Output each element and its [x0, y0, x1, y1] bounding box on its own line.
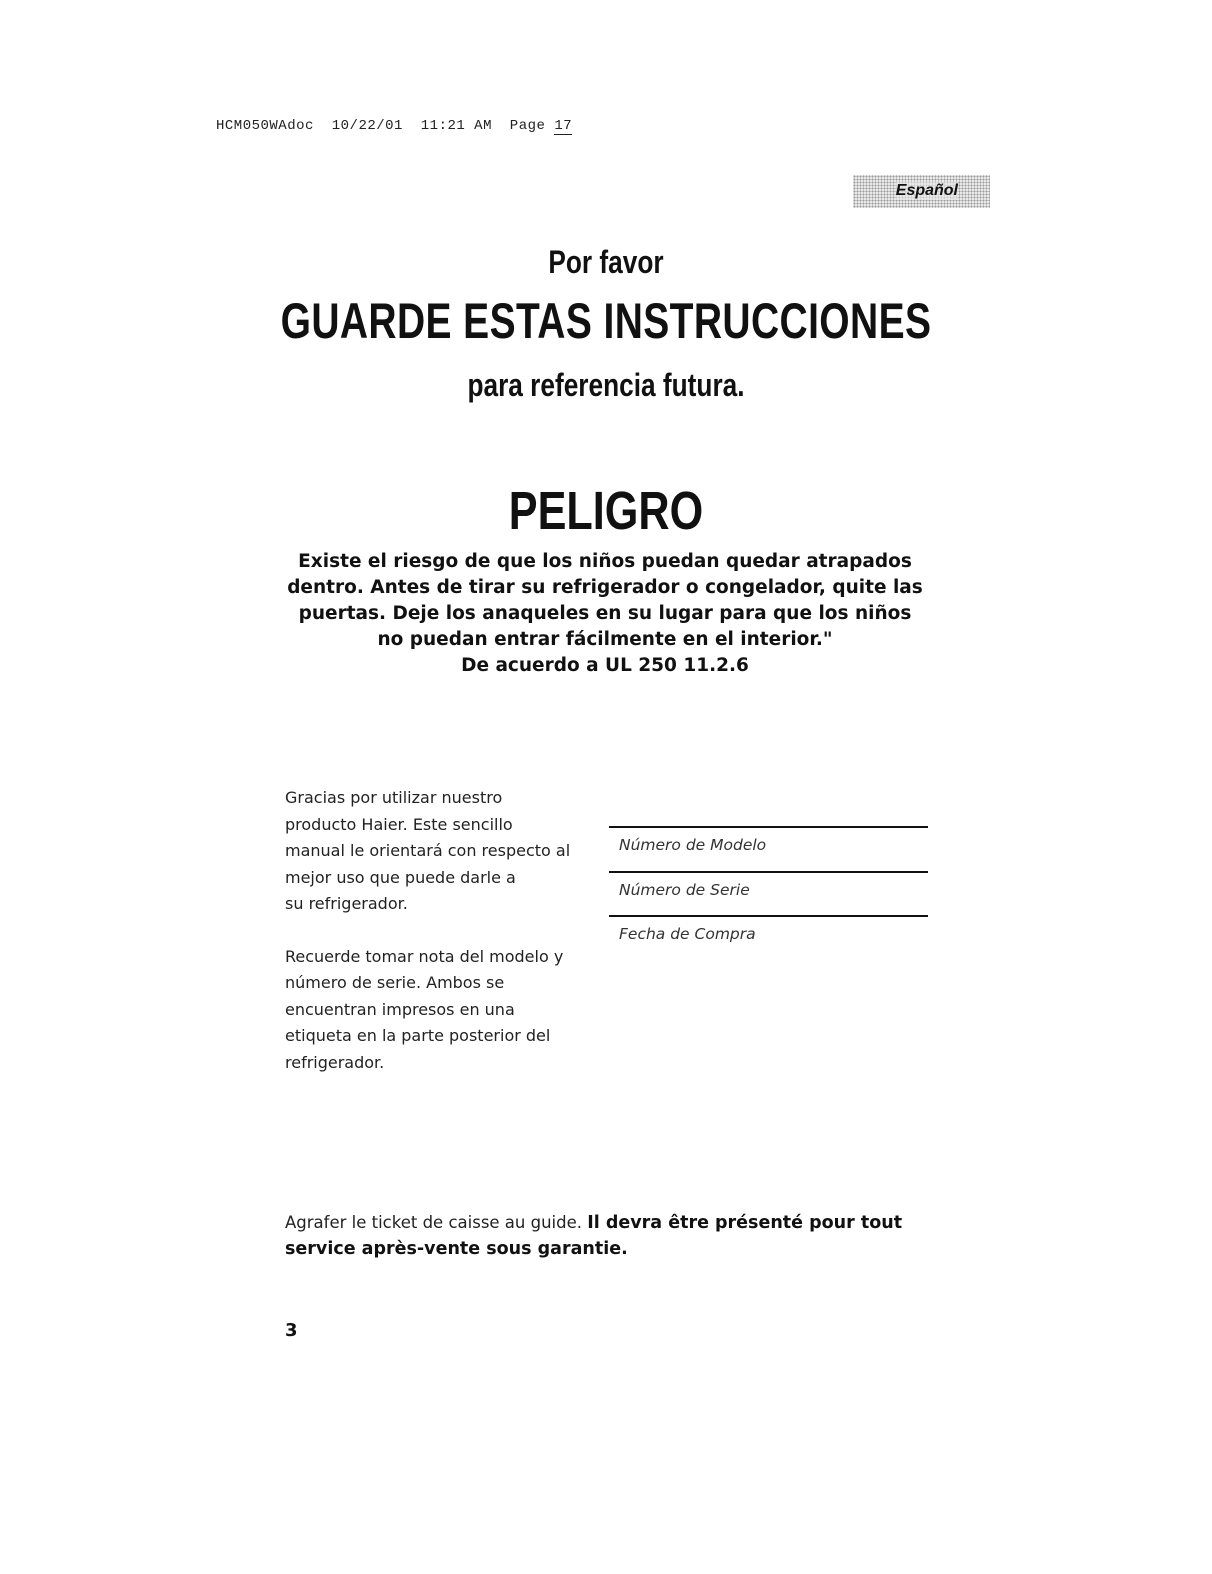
- danger-title: PELIGRO: [508, 481, 704, 541]
- print-date: 10/22/01: [331, 118, 403, 134]
- danger-line: De acuerdo a UL 250 11.2.6: [461, 655, 749, 676]
- danger-line: dentro. Antes de tirar su refrigerador o congelador, quite las: [287, 577, 923, 598]
- text-line: mejor uso que puede darle a: [285, 867, 516, 887]
- text-line: etiqueta en la parte posterior del: [285, 1026, 551, 1045]
- text-line: manual le orientará con respecto al: [285, 841, 571, 860]
- save-notice-heading: GUARDE ESTAS INSTRUCCIONES: [280, 293, 932, 349]
- text-line: refrigerador.: [285, 1052, 385, 1072]
- intro-text: [285, 785, 605, 1076]
- page-ref: 17: [554, 118, 573, 134]
- text-line: Recuerde tomar nota del modelo y: [285, 946, 564, 966]
- danger-line: no puedan entrar fácilmente en el interior.": [377, 629, 833, 650]
- purchase-date-field: Fecha de Compra: [609, 915, 928, 960]
- text-line: número de serie. Ambos se: [285, 973, 505, 992]
- danger-warning: [250, 549, 960, 679]
- text-line: encuentran impresos en una: [285, 999, 515, 1019]
- serial-number-field: Número de Serie: [609, 871, 928, 916]
- document-header: [216, 118, 572, 134]
- file-name: HCM050WAdoc: [216, 118, 314, 134]
- language-label: Español: [895, 182, 958, 199]
- page-label: Page: [509, 118, 546, 134]
- danger-line: Existe el riesgo de que los niños puedan quedar atrapados: [298, 551, 912, 572]
- model-number-field: Número de Modelo: [609, 826, 928, 871]
- save-notice-line3: para referencia futura.: [467, 367, 745, 403]
- receipt-note-plain: Agrafer le ticket de caisse au guide.: [285, 1213, 588, 1232]
- language-tab: [853, 175, 990, 208]
- receipt-note-bold: Il devra être présenté pour tout service après-vente sous garantie.: [285, 1213, 903, 1259]
- save-notice-line1: Por favor: [548, 244, 664, 280]
- page-number: 3: [285, 1320, 298, 1341]
- receipt-note: [285, 1210, 945, 1262]
- text-line: producto Haier. Este sencillo: [285, 814, 513, 834]
- text-line: Gracias por utilizar nuestro: [285, 788, 503, 807]
- text-line: su refrigerador.: [285, 894, 408, 913]
- print-time: 11:21 AM: [420, 118, 492, 134]
- danger-line: puertas. Deje los anaqueles en su lugar para que los niños: [298, 603, 912, 624]
- registration-fields: [609, 826, 928, 960]
